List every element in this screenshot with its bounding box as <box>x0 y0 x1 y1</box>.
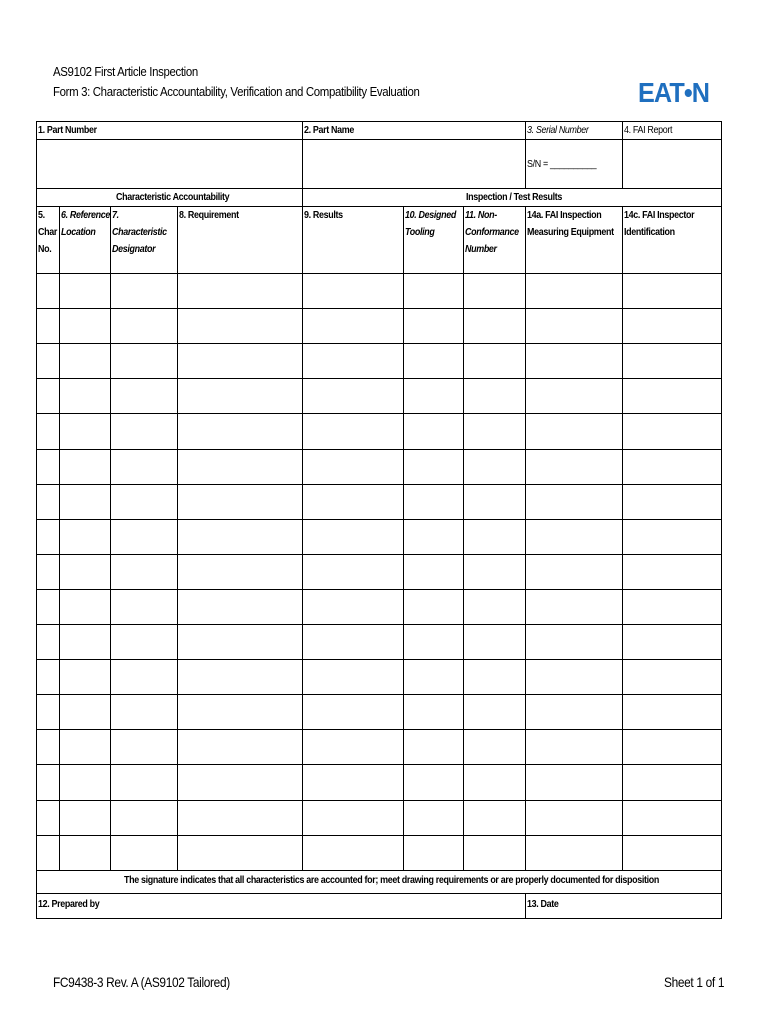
table-cell[interactable] <box>526 695 622 729</box>
table-cell[interactable] <box>178 765 302 800</box>
table-cell[interactable] <box>526 660 622 694</box>
table-cell[interactable] <box>303 765 403 800</box>
column-header-7-line1: 11. Non- <box>465 209 497 221</box>
table-cell[interactable] <box>111 309 177 343</box>
fai-report-field[interactable] <box>623 140 721 188</box>
table-cell[interactable] <box>623 520 721 554</box>
table-cell[interactable] <box>526 730 622 764</box>
table-cell[interactable] <box>404 274 463 308</box>
table-cell[interactable] <box>404 660 463 694</box>
table-cell[interactable] <box>303 344 403 378</box>
table-cell[interactable] <box>37 765 59 800</box>
table-cell[interactable] <box>404 625 463 659</box>
table-cell[interactable] <box>464 765 525 800</box>
table-cell[interactable] <box>60 801 110 835</box>
table-cell[interactable] <box>178 485 302 519</box>
table-cell[interactable] <box>303 485 403 519</box>
group-inspection-results: Inspection / Test Results <box>466 191 562 203</box>
table-cell[interactable] <box>111 765 177 800</box>
table-cell[interactable] <box>464 520 525 554</box>
table-cell[interactable] <box>623 379 721 413</box>
table-cell[interactable] <box>37 590 59 624</box>
table-cell[interactable] <box>37 660 59 694</box>
table-cell[interactable] <box>526 450 622 484</box>
table-cell[interactable] <box>404 801 463 835</box>
table-cell[interactable] <box>303 450 403 484</box>
table-cell[interactable] <box>623 555 721 589</box>
column-header-3-line2: Characteristic <box>112 226 167 238</box>
table-cell[interactable] <box>303 555 403 589</box>
column-header-1-line3: No. <box>38 243 52 255</box>
table-cell[interactable] <box>464 344 525 378</box>
divider-line <box>302 188 303 207</box>
table-cell[interactable] <box>623 450 721 484</box>
table-cell[interactable] <box>178 344 302 378</box>
prepared-by-field[interactable] <box>37 894 525 918</box>
table-cell[interactable] <box>404 730 463 764</box>
table-cell[interactable] <box>464 836 525 870</box>
table-cell[interactable] <box>60 695 110 729</box>
table-cell[interactable] <box>178 309 302 343</box>
table-cell[interactable] <box>178 520 302 554</box>
column-header-9-line1: 14c. FAI Inspector <box>624 209 695 221</box>
table-cell[interactable] <box>404 590 463 624</box>
table-cell[interactable] <box>464 555 525 589</box>
table-cell[interactable] <box>111 520 177 554</box>
table-cell[interactable] <box>111 695 177 729</box>
divider-line <box>525 121 526 189</box>
table-cell[interactable] <box>526 836 622 870</box>
form-id: FC9438-3 Rev. A (AS9102 Tailored) <box>53 974 230 990</box>
table-cell[interactable] <box>464 801 525 835</box>
table-cell[interactable] <box>623 414 721 449</box>
column-header-2-line1: 6. Reference <box>61 209 111 221</box>
table-cell[interactable] <box>303 520 403 554</box>
table-cell[interactable] <box>526 520 622 554</box>
table-cell[interactable] <box>178 590 302 624</box>
column-header-3-line3: Designator <box>112 243 156 255</box>
border-right <box>721 121 722 919</box>
table-cell[interactable] <box>303 590 403 624</box>
table-cell[interactable] <box>60 836 110 870</box>
table-cell[interactable] <box>303 801 403 835</box>
table-cell[interactable] <box>404 414 463 449</box>
table-cell[interactable] <box>526 625 622 659</box>
date-field[interactable] <box>526 894 721 918</box>
table-cell[interactable] <box>111 450 177 484</box>
table-cell[interactable] <box>464 485 525 519</box>
divider-line <box>36 918 722 919</box>
table-cell[interactable] <box>178 274 302 308</box>
table-cell[interactable] <box>111 625 177 659</box>
table-cell[interactable] <box>303 730 403 764</box>
table-cell[interactable] <box>404 836 463 870</box>
table-cell[interactable] <box>623 660 721 694</box>
table-cell[interactable] <box>464 730 525 764</box>
table-cell[interactable] <box>60 730 110 764</box>
table-cell[interactable] <box>404 485 463 519</box>
table-cell[interactable] <box>178 660 302 694</box>
table-cell[interactable] <box>60 765 110 800</box>
table-cell[interactable] <box>111 836 177 870</box>
table-cell[interactable] <box>303 414 403 449</box>
form-subtitle: Form 3: Characteristic Accountability, Verification and Compatibility Evaluation <box>53 84 420 99</box>
table-cell[interactable] <box>404 555 463 589</box>
group-characteristic-accountability: Characteristic Accountability <box>116 191 230 203</box>
column-header-8-line1: 14a. FAI Inspection <box>527 209 602 221</box>
table-cell[interactable] <box>37 625 59 659</box>
table-cell[interactable] <box>37 836 59 870</box>
divider-line <box>302 121 303 189</box>
table-cell[interactable] <box>623 730 721 764</box>
table-cell[interactable] <box>623 625 721 659</box>
table-cell[interactable] <box>178 625 302 659</box>
table-cell[interactable] <box>623 836 721 870</box>
table-cell[interactable] <box>37 695 59 729</box>
table-cell[interactable] <box>623 274 721 308</box>
table-cell[interactable] <box>464 414 525 449</box>
part-name-label: 2. Part Name <box>304 124 355 136</box>
table-cell[interactable] <box>404 765 463 800</box>
table-cell[interactable] <box>60 660 110 694</box>
table-cell[interactable] <box>404 309 463 343</box>
table-cell[interactable] <box>178 730 302 764</box>
table-cell[interactable] <box>526 414 622 449</box>
table-cell[interactable] <box>111 555 177 589</box>
table-cell[interactable] <box>60 274 110 308</box>
table-cell[interactable] <box>60 590 110 624</box>
table-cell[interactable] <box>526 590 622 624</box>
table-cell[interactable] <box>60 414 110 449</box>
divider-line <box>36 139 722 140</box>
table-cell[interactable] <box>623 765 721 800</box>
table-cell[interactable] <box>526 309 622 343</box>
table-cell[interactable] <box>178 414 302 449</box>
sheet-number: Sheet 1 of 1 <box>664 974 725 990</box>
table-cell[interactable] <box>37 309 59 343</box>
eaton-logo: EAT•N <box>638 77 710 108</box>
table-cell[interactable] <box>37 730 59 764</box>
fai-report-label: 4. FAI Report <box>624 124 673 136</box>
table-cell[interactable] <box>464 695 525 729</box>
table-cell[interactable] <box>37 344 59 378</box>
table-cell[interactable] <box>526 555 622 589</box>
column-header-1-line2: Char <box>38 226 57 238</box>
column-header-8-line2: Measuring Equipment <box>527 226 614 238</box>
table-cell[interactable] <box>111 730 177 764</box>
table-cell[interactable] <box>178 695 302 729</box>
table-cell[interactable] <box>623 695 721 729</box>
column-header-7-line3: Number <box>465 243 497 255</box>
divider-line <box>36 870 722 871</box>
table-cell[interactable] <box>623 309 721 343</box>
table-cell[interactable] <box>303 695 403 729</box>
column-header-2-line2: Location <box>61 226 96 238</box>
divider-line <box>36 188 722 189</box>
column-header-6-line1: 10. Designed <box>405 209 456 221</box>
table-cell[interactable] <box>37 485 59 519</box>
table-cell[interactable] <box>111 274 177 308</box>
table-cell[interactable] <box>111 414 177 449</box>
serial-number-label: 3. Serial Number <box>527 124 589 136</box>
table-cell[interactable] <box>37 450 59 484</box>
table-cell[interactable] <box>111 801 177 835</box>
table-cell[interactable] <box>303 379 403 413</box>
table-cell[interactable] <box>404 344 463 378</box>
table-cell[interactable] <box>404 379 463 413</box>
table-cell[interactable] <box>464 379 525 413</box>
divider-line <box>622 121 623 189</box>
table-cell[interactable] <box>37 379 59 413</box>
table-cell[interactable] <box>60 625 110 659</box>
table-cell[interactable] <box>404 695 463 729</box>
table-cell[interactable] <box>464 625 525 659</box>
column-header-5-line1: 9. Results <box>304 209 343 221</box>
table-cell[interactable] <box>37 801 59 835</box>
table-cell[interactable] <box>526 344 622 378</box>
table-cell[interactable] <box>464 309 525 343</box>
table-cell[interactable] <box>464 660 525 694</box>
divider-line <box>36 893 722 894</box>
table-cell[interactable] <box>60 379 110 413</box>
part-number-label: 1. Part Number <box>38 124 97 136</box>
table-cell[interactable] <box>178 379 302 413</box>
table-cell[interactable] <box>111 660 177 694</box>
column-header-1-line1: 5. <box>38 209 45 221</box>
table-cell[interactable] <box>303 660 403 694</box>
table-cell[interactable] <box>60 450 110 484</box>
table-cell[interactable] <box>60 485 110 519</box>
table-cell[interactable] <box>303 836 403 870</box>
column-header-6-line2: Tooling <box>405 226 435 238</box>
part-number-field[interactable] <box>37 140 302 188</box>
table-cell[interactable] <box>60 309 110 343</box>
form-title: AS9102 First Article Inspection <box>53 64 198 79</box>
table-cell[interactable] <box>404 450 463 484</box>
table-cell[interactable] <box>178 801 302 835</box>
table-cell[interactable] <box>37 414 59 449</box>
table-cell[interactable] <box>526 379 622 413</box>
table-cell[interactable] <box>37 520 59 554</box>
table-cell[interactable] <box>623 801 721 835</box>
table-cell[interactable] <box>526 274 622 308</box>
table-cell[interactable] <box>111 590 177 624</box>
divider-line <box>525 893 526 918</box>
table-cell[interactable] <box>111 379 177 413</box>
table-cell[interactable] <box>178 836 302 870</box>
table-cell[interactable] <box>526 485 622 519</box>
prepared-by-label: 12. Prepared by <box>38 898 100 910</box>
column-header-4-line1: 8. Requirement <box>179 209 239 221</box>
table-cell[interactable] <box>178 450 302 484</box>
table-cell[interactable] <box>464 590 525 624</box>
table-cell[interactable] <box>464 450 525 484</box>
table-cell[interactable] <box>623 590 721 624</box>
table-cell[interactable] <box>111 344 177 378</box>
column-header-7-line2: Conformance <box>465 226 519 238</box>
table-cell[interactable] <box>623 485 721 519</box>
table-cell[interactable] <box>303 309 403 343</box>
table-cell[interactable] <box>111 485 177 519</box>
table-cell[interactable] <box>404 520 463 554</box>
table-cell[interactable] <box>526 801 622 835</box>
table-cell[interactable] <box>178 555 302 589</box>
divider-line <box>36 121 722 122</box>
part-name-field[interactable] <box>303 140 525 188</box>
table-cell[interactable] <box>526 765 622 800</box>
table-cell[interactable] <box>623 344 721 378</box>
table-cell[interactable] <box>303 625 403 659</box>
divider-line <box>36 206 722 207</box>
table-cell[interactable] <box>60 344 110 378</box>
table-cell[interactable] <box>464 274 525 308</box>
table-cell[interactable] <box>303 274 403 308</box>
table-cell[interactable] <box>60 520 110 554</box>
table-cell[interactable] <box>37 555 59 589</box>
date-label: 13. Date <box>527 898 559 910</box>
table-cell[interactable] <box>37 274 59 308</box>
column-header-9-line2: Identification <box>624 226 675 238</box>
serial-number-field[interactable]: S/N = __________ <box>527 158 597 170</box>
signature-note: The signature indicates that all characteristics are accounted for; meet drawing requirements or are properly documented for disposition <box>124 874 660 886</box>
table-cell[interactable] <box>60 555 110 589</box>
column-header-3-line1: 7. <box>112 209 119 221</box>
